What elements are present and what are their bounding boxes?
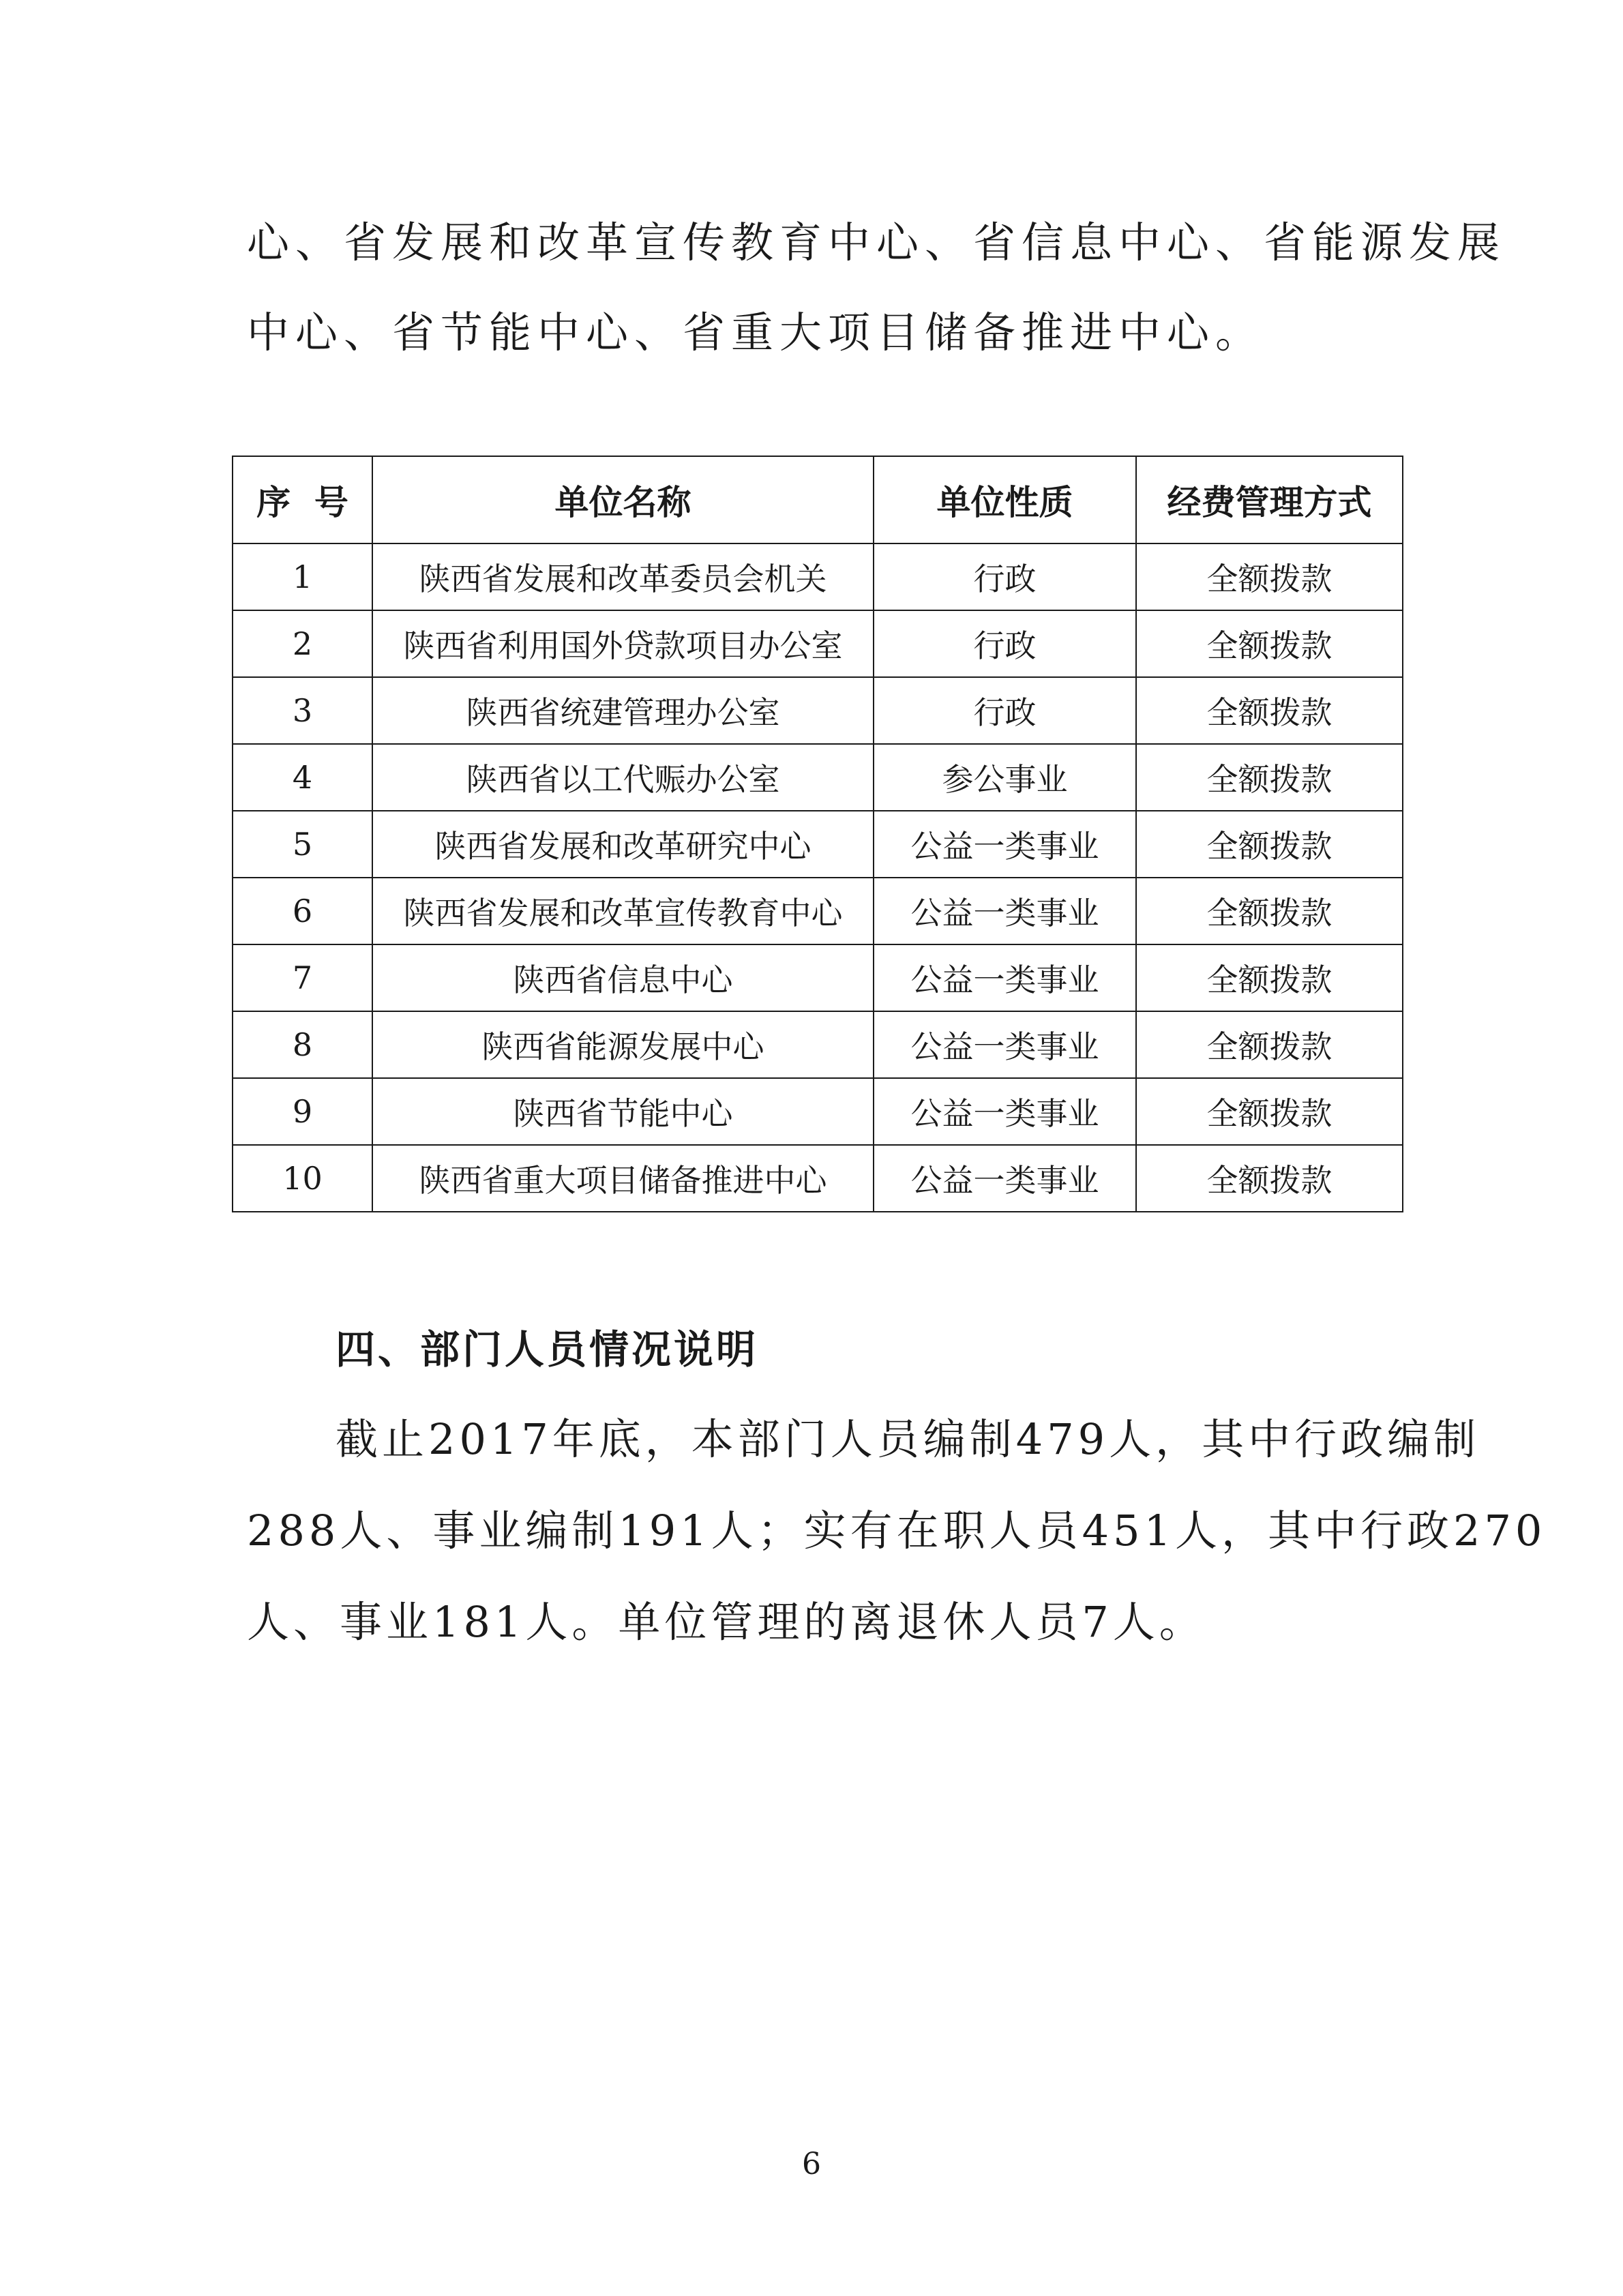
cell-no: 5 (233, 811, 372, 878)
table-row (233, 1145, 1403, 1212)
intro-paragraph (247, 198, 1506, 378)
header-funding-method: 经费管理方式 (1136, 456, 1403, 543)
cell-funding-method: 全额拨款 (1136, 878, 1403, 944)
cell-funding-method: 全额拨款 (1136, 744, 1403, 811)
cell-funding-method: 全额拨款 (1136, 677, 1403, 744)
header-unit-name: 单位名称 (372, 456, 874, 543)
page-number: 6 (802, 2147, 821, 2181)
table-row (233, 677, 1403, 744)
cell-unit-name: 陕西省以工代赈办公室 (372, 744, 874, 811)
cell-unit-type: 公益一类事业 (874, 1145, 1136, 1212)
staffing-line-2: 288人、事业编制191人；实有在职人员451人，其中行政270 (247, 1506, 1547, 1555)
staffing-paragraph (247, 1394, 1547, 1668)
intro-line-2: 中心、省节能中心、省重大项目储备推进中心。 (247, 308, 1264, 357)
cell-funding-method: 全额拨款 (1136, 610, 1403, 677)
table-header-row (233, 456, 1403, 543)
cell-unit-type: 公益一类事业 (874, 1011, 1136, 1078)
cell-unit-type: 公益一类事业 (874, 944, 1136, 1011)
cell-no: 10 (233, 1145, 372, 1212)
table-row (233, 543, 1403, 610)
cell-no: 1 (233, 543, 372, 610)
cell-no: 2 (233, 610, 372, 677)
cell-funding-method: 全额拨款 (1136, 944, 1403, 1011)
header-unit-type: 单位性质 (874, 456, 1136, 543)
cell-unit-type: 参公事业 (874, 744, 1136, 811)
table-row (233, 1011, 1403, 1078)
units-table (232, 456, 1403, 1212)
cell-unit-name: 陕西省利用国外贷款项目办公室 (372, 610, 874, 677)
cell-funding-method: 全额拨款 (1136, 1145, 1403, 1212)
cell-funding-method: 全额拨款 (1136, 811, 1403, 878)
table-row (233, 610, 1403, 677)
intro-line-1: 心、省发展和改革宣传教育中心、省信息中心、省能源发展 (247, 218, 1506, 267)
cell-funding-method: 全额拨款 (1136, 1011, 1403, 1078)
cell-funding-method: 全额拨款 (1136, 1078, 1403, 1145)
table-row (233, 878, 1403, 944)
staffing-line-1: 截止2017年底，本部门人员编制479人，其中行政编制 (336, 1414, 1480, 1464)
cell-unit-name: 陕西省信息中心 (372, 944, 874, 1011)
table-row (233, 944, 1403, 1011)
cell-unit-name: 陕西省发展和改革委员会机关 (372, 543, 874, 610)
cell-unit-type: 行政 (874, 610, 1136, 677)
cell-unit-name: 陕西省发展和改革宣传教育中心 (372, 878, 874, 944)
cell-unit-type: 公益一类事业 (874, 811, 1136, 878)
cell-unit-type: 行政 (874, 543, 1136, 610)
table-row (233, 811, 1403, 878)
cell-unit-type: 公益一类事业 (874, 1078, 1136, 1145)
cell-no: 9 (233, 1078, 372, 1145)
table-row (233, 744, 1403, 811)
header-no: 序 号 (233, 456, 372, 543)
cell-no: 4 (233, 744, 372, 811)
staffing-line-3: 人、事业181人。单位管理的离退休人员7人。 (247, 1597, 1206, 1647)
cell-unit-type: 行政 (874, 677, 1136, 744)
cell-unit-name: 陕西省重大项目储备推进中心 (372, 1145, 874, 1212)
cell-unit-name: 陕西省统建管理办公室 (372, 677, 874, 744)
cell-no: 6 (233, 878, 372, 944)
cell-no: 8 (233, 1011, 372, 1078)
cell-unit-name: 陕西省发展和改革研究中心 (372, 811, 874, 878)
cell-no: 7 (233, 944, 372, 1011)
cell-funding-method: 全额拨款 (1136, 543, 1403, 610)
cell-unit-type: 公益一类事业 (874, 878, 1136, 944)
cell-unit-name: 陕西省节能中心 (372, 1078, 874, 1145)
table-row (233, 1078, 1403, 1145)
cell-unit-name: 陕西省能源发展中心 (372, 1011, 874, 1078)
cell-no: 3 (233, 677, 372, 744)
section-heading: 四、部门人员情况说明 (336, 1326, 759, 1373)
